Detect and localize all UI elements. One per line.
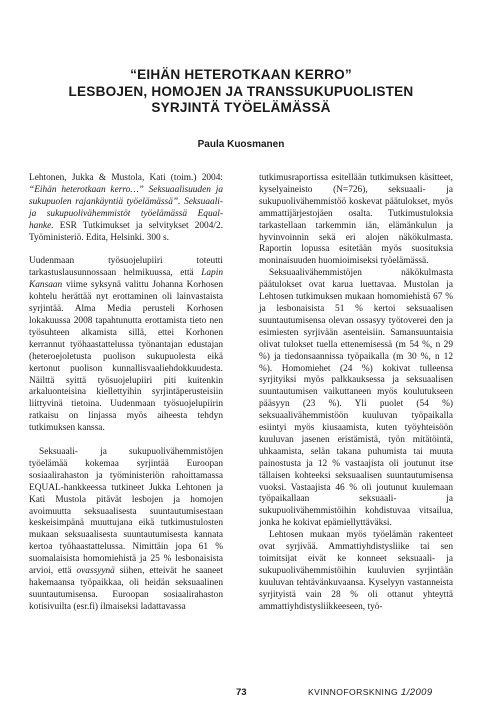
right-paragraph-3: Lehtosen mukaan myös työelämän rakenteet ovat syrjivää. Ammattiyhdistysliike tai sen toimitsijat eivät ke konneet seksuaali- ja sukupuolivähemmistöihin kuuluvien syrjintään kuuluvan tehtävänkuvaansa. Kyselyyn vastanneista syrjityistä vain 28 % oli ottanut yhteyttä ammattiyhdistysliikkeeseen, työ-: [259, 530, 453, 612]
page-number: 73: [236, 687, 247, 698]
left-p1-emphasis: Lapin Kansaan: [29, 268, 223, 291]
left-paragraph-2: [29, 447, 223, 614]
left-p2-emphasis: ovassyynä: [76, 566, 115, 577]
left-column: [29, 173, 223, 614]
title-line-2: LESBOJEN, HOMOJEN JA TRANSSUKUPUOLISTEN: [68, 83, 414, 99]
left-p2-text-b: siihen, etteivät he saaneet hakemaansa työpaikkaa, oli heidän seksuaalinen suuntautumisensa. Euroopan sosiaalirahaston kotisivuilta (esr.fi) ilmaiseksi ladattavassa: [29, 566, 223, 612]
article-author: Paula Kuosmanen: [197, 139, 285, 150]
right-paragraph-1: tutkimusraportissa esitellään tutkimuksen käsitteet, kyselyaineisto (N=726), seksuaali- ja sukupuolivähemmistöö koskevat päätulokset, myös ammattijärjestojäen osalta. Tutkimustuloksia tarkastellaan tarkemmin iän, elämänkulun ja hyvinvoinnin sekä eri alojen näkökulmasta. Raportin lopussa esitetään myös suosituksia moninaisuuden huomioimiseksi työelämässä.: [259, 173, 453, 267]
page-footer: [0, 687, 482, 701]
journal-name: [308, 687, 433, 698]
left-p1-text-b: viime syksynä valittu Johanna Korhosen kohtelu herättää nyt erottaminen oli lainvastaista syrjintää. Alma Media perusteli Korhosen lokakuussa 2008 tapahtunutta erottamista tieto nen työsuhteen alkamista sillä, ettei Korhonen kerrannut työhaastattelussa työnantajan edustajan (heteroejoletusta puolison sukupuolesta eikä kertonut puolison kunnallisvaaliehdokkuudesta. Näilttä syittä työsuojelupiiri piti kuitenkin arkaluonteisina kiellettyihin syrjintäperusteisiin liittyvinä tietoina. Uudenmaan työsuojelupiirin ratkaisu on linjassa myös aiheesta tehdyn tutkimuksen kanssa.: [29, 280, 223, 434]
left-p2-text-a: Seksuaali- ja sukupuolivähemmistöjen työelämää kokemaa syrjintää Euroopan sosiaalirahaston ja työministeriön rahoittamassa EQUAL-hankkeessa tutkineet Jukka Lehtonen ja Kati Mustola pitävät lesbojen ja homojen avoimuutta seksuaalisesta suuntautumisestaan keskeisimpänä muuttujana eikä tutkimustulosten mukaan seksuaalisesta suuntautumisesta kannata kertoa työhaastattelussa. Nimittäin jopa 61 % suomalaisista homomiehistä ja 25 % lesbonaisista arvioi, että: [29, 447, 223, 577]
citation-title: “Eihän heterotkaan kerro…” Seksuaalisuuden ja sukupuolen rajankäyntiä työelämässä”. Seksuaali- ja sukupuolivähemmistöt työelämässä Equal-hanke.: [29, 184, 223, 231]
book-citation: [29, 173, 223, 244]
right-paragraph-2: Seksuaalivähemmistöjen näkökulmasta päätulokset ovat karua luettavaa. Mustolan ja Lehtosen tutkimuksen mukaan homomiehistä 67 % ja lesbonaisista 51 % kertoi seksuaalisen suuntautumisensa olevan ossasyy työtoverei den ja esimiesten syrjivään asenteisiin. Samansuuntaisia olivat tulokset tuella ettenemisessä (m 54 %, n 29 %) ja tiedonsaannissa työpaikalla (m 30 %, n 12 %). Homomiehet (24 %) kokivat tulleensa syrjityiksi myös palkkauksessa ja seksuaalisen suuntautumisen vaikuttaneen myös koulutukseen pääsyyn (23 %). Yli puolet (54 %) seksuaalivähemmistöön kuuluvan työpaikalla esiintyi myös kiusaamista, kuten työyhteisöön kuuluvan jasenen eristämistä, työn mitätöintä, uhkaamista, selän takana puhumista tai muuta painostusta ja 12 % vastaajista oli joutunut itse tällaisen kohteeksi seksuaalisen suuntautumisensa vuoksi. Vastaajista 46 % oli joutunut kuulemaan työpaikallaan seksuaali- ja sukupuolivähemmistöihin kohdistuvaa vitsailua, jonka he kokivat epämiellyttäväksi.: [259, 268, 453, 529]
journal-title: KVINNOFORSKNING: [308, 687, 399, 697]
right-column: [259, 173, 453, 614]
left-p1-text-a: Uudenmaan työsuojelupiiri toteutti tarkastuslausunnossaan helmikuussa, että: [29, 256, 223, 279]
citation-publisher: ESR Tutkimukset ja selvitykset 2004/2. Työministeriö. Edita, Helsinki. 300 s.: [29, 220, 223, 243]
title-line-3: SYRJINTÄ TYÖELÄMÄSSÄ: [151, 100, 331, 115]
left-paragraph-1: [29, 256, 223, 435]
title-line-1: “EIHÄN HETEROTKAAN KERRO”: [130, 67, 352, 82]
journal-issue: 1/2009: [401, 687, 433, 698]
citation-authors: Lehtonen, Jukka & Mustola, Kati (toim.) 2004:: [29, 173, 223, 183]
article-title: [40, 67, 442, 117]
